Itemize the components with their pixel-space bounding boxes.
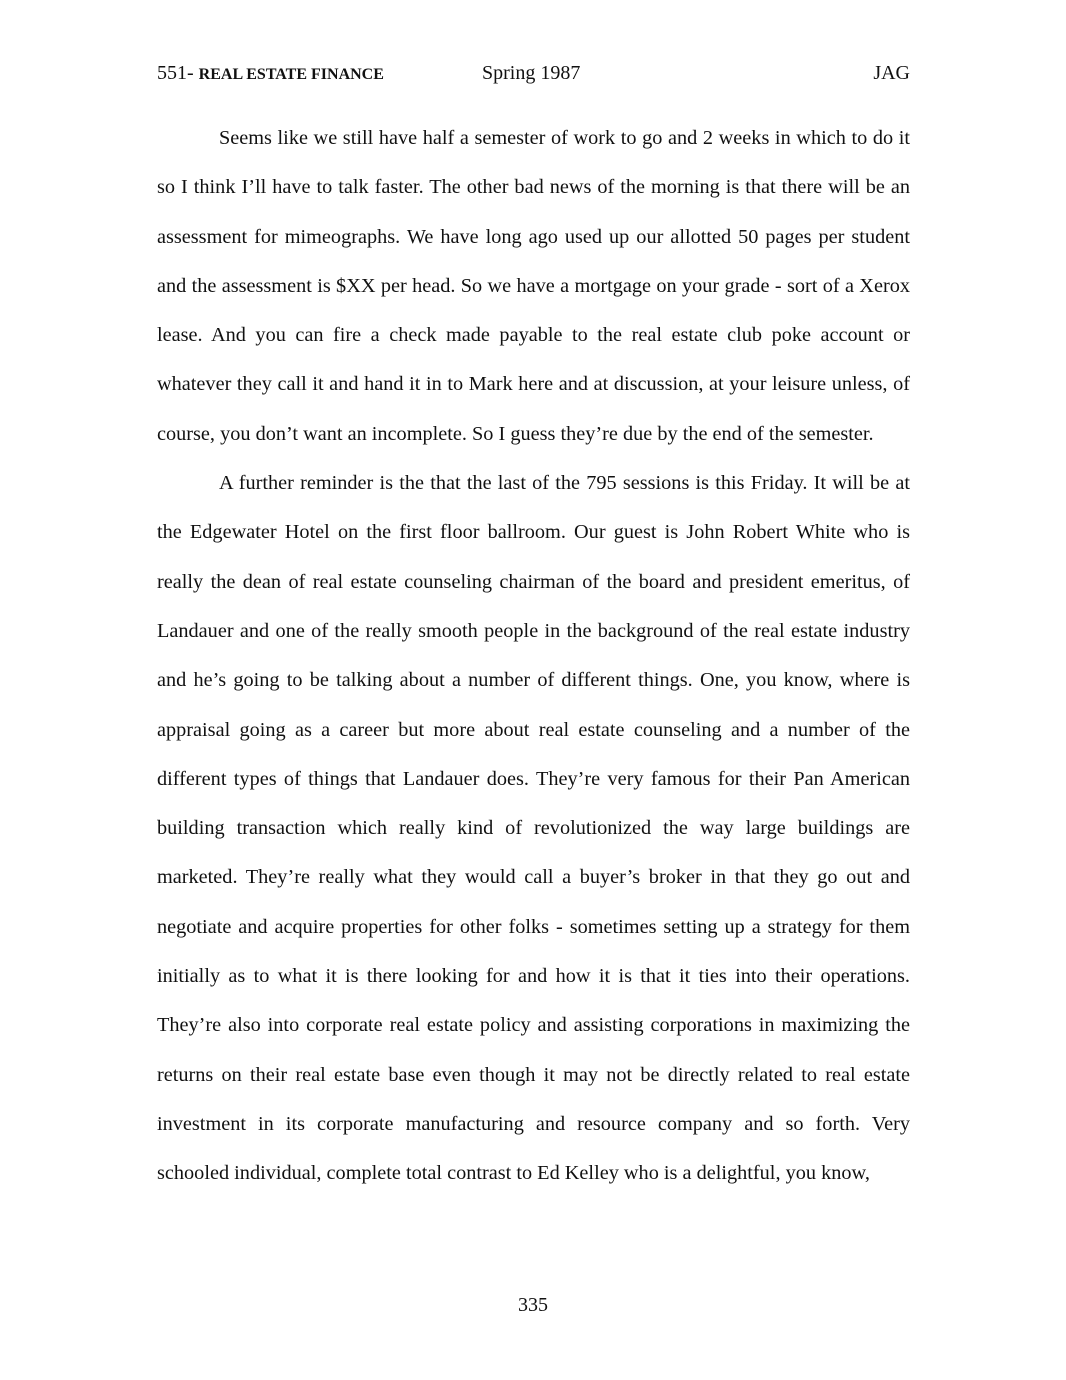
page-header [157, 62, 910, 88]
page-number: 335 [518, 1294, 548, 1316]
course-label [157, 62, 384, 85]
author-initials: JAG [873, 62, 910, 84]
transcript-body [157, 114, 910, 1199]
course-number: 551- [157, 62, 199, 84]
term: Spring 1987 [482, 62, 581, 84]
paragraph: Seems like we still have half a semester of work to go and 2 weeks in which to do it so I think I’ll have to talk faster. The other bad news of the morning is that there will be an assessment for mimeographs. We have long ago used up our allotted 50 pages per student and the assessment is $XX per head. So we have a mortgage on your grade - sort of a Xerox lease. And you can fire a check made payable to the real estate club poke account or whatever they call it and hand it in to Mark here and at discussion, at your leisure unless, of course, you don’t want an incomplete. So I guess they’re due by the end of the semester. [157, 127, 910, 445]
paragraph: A further reminder is the that the last of the 795 sessions is this Friday. It will be at the Edgewater Hotel on the first floor ballroom. Our guest is John Robert White who is really the dean of real estate counseling chairman of the board and president emeritus, of Landauer and one of the really smooth people in the background of the real estate industry and he’s going to be talking about a number of different things. One, you know, where is appraisal going as a career but more about real estate counseling and a number of the different types of things that Landauer does. They’re very famous for their Pan American building transaction which really kind of revolutionized the way large buildings are marketed. They’re really what they would call a buyer’s broker in that they go out and negotiate and acquire properties for other folks - sometimes setting up a strategy for them initially as to what it is there looking for and how it is that it ties into their operations. They’re also into corporate real estate policy and assisting corporations in maximizing the returns on their real estate base even though it may not be directly related to real estate investment in its corporate manufacturing and resource company and so forth. Very schooled individual, complete total contrast to Ed Kelley who is a delightful, you know, [157, 472, 910, 1185]
course-title: REAL ESTATE FINANCE [198, 66, 384, 83]
